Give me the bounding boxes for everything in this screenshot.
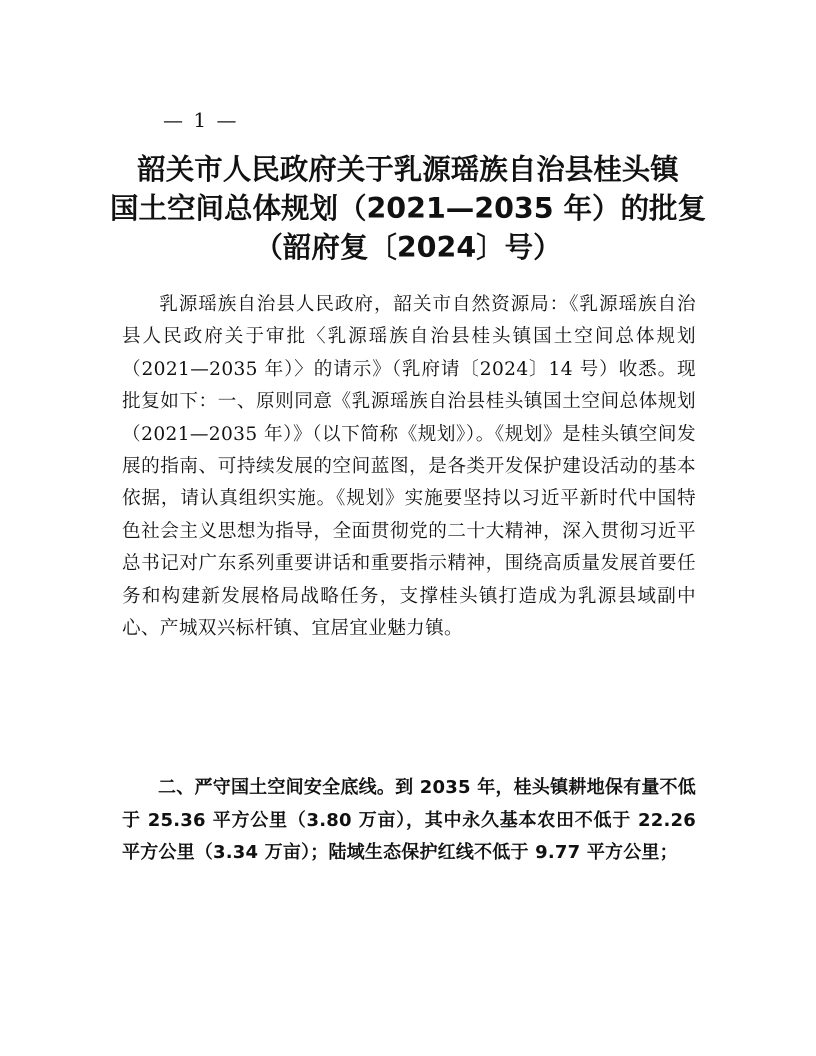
document-title	[100, 150, 716, 267]
page-number: — 1 —	[163, 108, 239, 132]
title-line-1: 韶关市人民政府关于乳源瑶族自治县桂头镇	[137, 153, 679, 186]
body-paragraph-2: 二、严守国土空间安全底线。到 2035 年，桂头镇耕地保有量不低于 25.36 平方公里（3.80 万亩），其中永久基本农田不低于 22.26 平方公里（3.34 万亩）；陆域生态保护红线不低于 9.77 平方公里；	[122, 777, 696, 863]
body-paragraph-1: 乳源瑶族自治县人民政府，韶关市自然资源局：《乳源瑶族自治县人民政府关于审批〈乳源瑶族自治县桂头镇国土空间总体规划（2021—2035 年）〉的请示》（乳府请〔2024〕14 号）收悉。现批复如下：一、原则同意《乳源瑶族自治县桂头镇国土空间总体规划（2021—2035 年）》（以下简称《规划》）。《规划》是桂头镇空间发展的指南、可持续发展的空间蓝图，是各类开发保护建设活动的基本依据，请认真组织实施。《规划》实施要坚持以习近平新时代中国特色社会主义思想为指导，全面贯彻党的二十大精神，深入贯彻习近平总书记对广东系列重要讲话和重要指示精神，围绕高质量发展首要任务和构建新发展格局战略任务，支撑桂头镇打造成为乳源县域副中心、产城双兴标杆镇、宜居宜业魅力镇。	[122, 294, 696, 640]
title-line-3: （韶府复〔2024〕号）	[254, 231, 562, 264]
title-line-2: 国土空间总体规划（2021—2035 年）的批复	[109, 192, 707, 225]
